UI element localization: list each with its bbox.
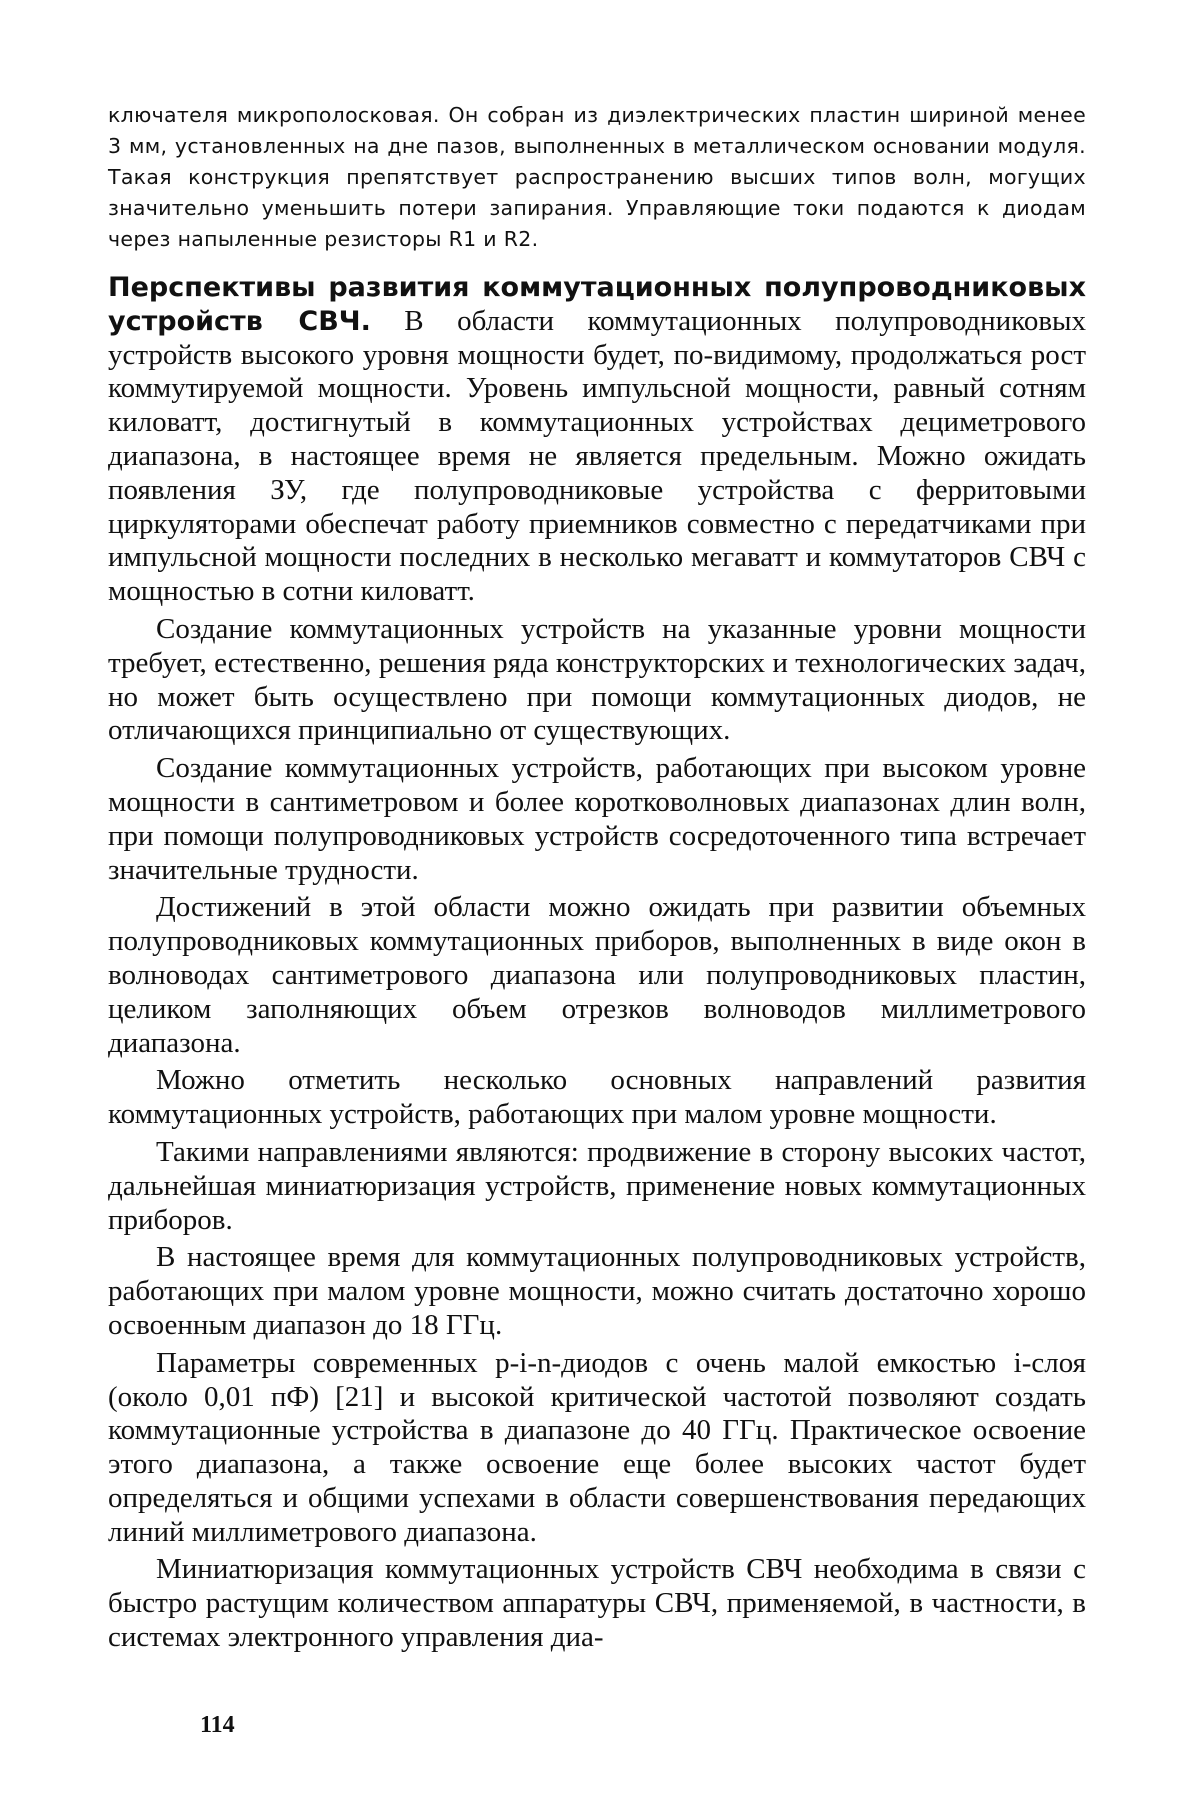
document-page — [108, 100, 1086, 1659]
body-paragraph: Такими направлениями являются: продвижение в сторону высоких частот, дальнейшая миниатюризация устройств, применение новых коммутационных приборов. — [108, 1135, 1086, 1236]
body-paragraph: Можно отметить несколько основных направлений развития коммутационных устройств, работающих при малом уровне мощности. — [108, 1064, 1086, 1131]
section-heading: Перспективы развития коммутационных полупроводниковых устройств СВЧ. — [108, 272, 1086, 337]
section-intro-text: В области коммутационных полупроводниковых устройств высокого уровня мощности будет, по-видимому, продолжаться рост коммутируемой мощности. Уровень импульсной мощности, равный сотням киловатт, достигнутый в коммутационных устройствах дециметрового диапазона, в настоящее время не является предельным. Можно ожидать появления ЗУ, где полупроводниковые устройства с ферритовыми циркуляторами обеспечат работу приемников совместно с передатчиками при импульсной мощности последних в несколько мегаватт и коммутаторов СВЧ с мощностью в сотни киловатт. — [108, 304, 1086, 608]
section-intro-paragraph — [108, 271, 1086, 609]
body-paragraph: Создание коммутационных устройств, работающих при высоком уровне мощности в сантиметровом и более коротковолновых диапазонах длин волн, при помощи полупроводниковых устройств сосредоточенного типа встречает значительные трудности. — [108, 752, 1086, 886]
body-paragraph: Параметры современных p-i-n-диодов с очень малой емкостью i-слоя (около 0,01 пФ) [21] и высокой критической частотой позволяют создать коммутационные устройства в диапазоне до 40 ГГц. Практическое освоение этого диапазона, а также освоение еще более высоких частот будет определяться и общими успехами в области совершенствования передающих линий миллиметрового диапазона. — [108, 1346, 1086, 1548]
body-paragraph: Достижений в этой области можно ожидать при развитии объемных полупроводниковых коммутационных приборов, выполненных в виде окон в волноводах сантиметрового диапазона или полупроводниковых пластин, целиком заполняющих объем отрезков волноводов миллиметрового диапазона. — [108, 891, 1086, 1059]
top-paragraph: ключателя микрополосковая. Он собран из диэлектрических пластин шириной менее 3 мм, установленных на дне пазов, выполненных в металлическом основании модуля. Такая конструкция препятствует распространению высших типов волн, могущих значительно уменьшить потери запирания. Управляющие токи подаются к диодам через напыленные резисторы R1 и R2. — [108, 103, 1086, 251]
page-number: 114 — [200, 1712, 235, 1738]
body-paragraph: В настоящее время для коммутационных полупроводниковых устройств, работающих при малом уровне мощности, можно считать достаточно хорошо освоенным диапазон до 18 ГГц. — [108, 1241, 1086, 1341]
body-paragraph: Миниатюризация коммутационных устройств СВЧ необходима в связи с быстро растущим количеством аппаратуры СВЧ, применяемой, в частности, в системах электронного управления диа- — [108, 1553, 1086, 1654]
body-paragraph: Создание коммутационных устройств на указанные уровни мощности требует, естественно, решения ряда конструкторских и технологических задач, но может быть осуществлено при помощи коммутационных диодов, не отличающихся принципиально от существующих. — [108, 612, 1086, 747]
